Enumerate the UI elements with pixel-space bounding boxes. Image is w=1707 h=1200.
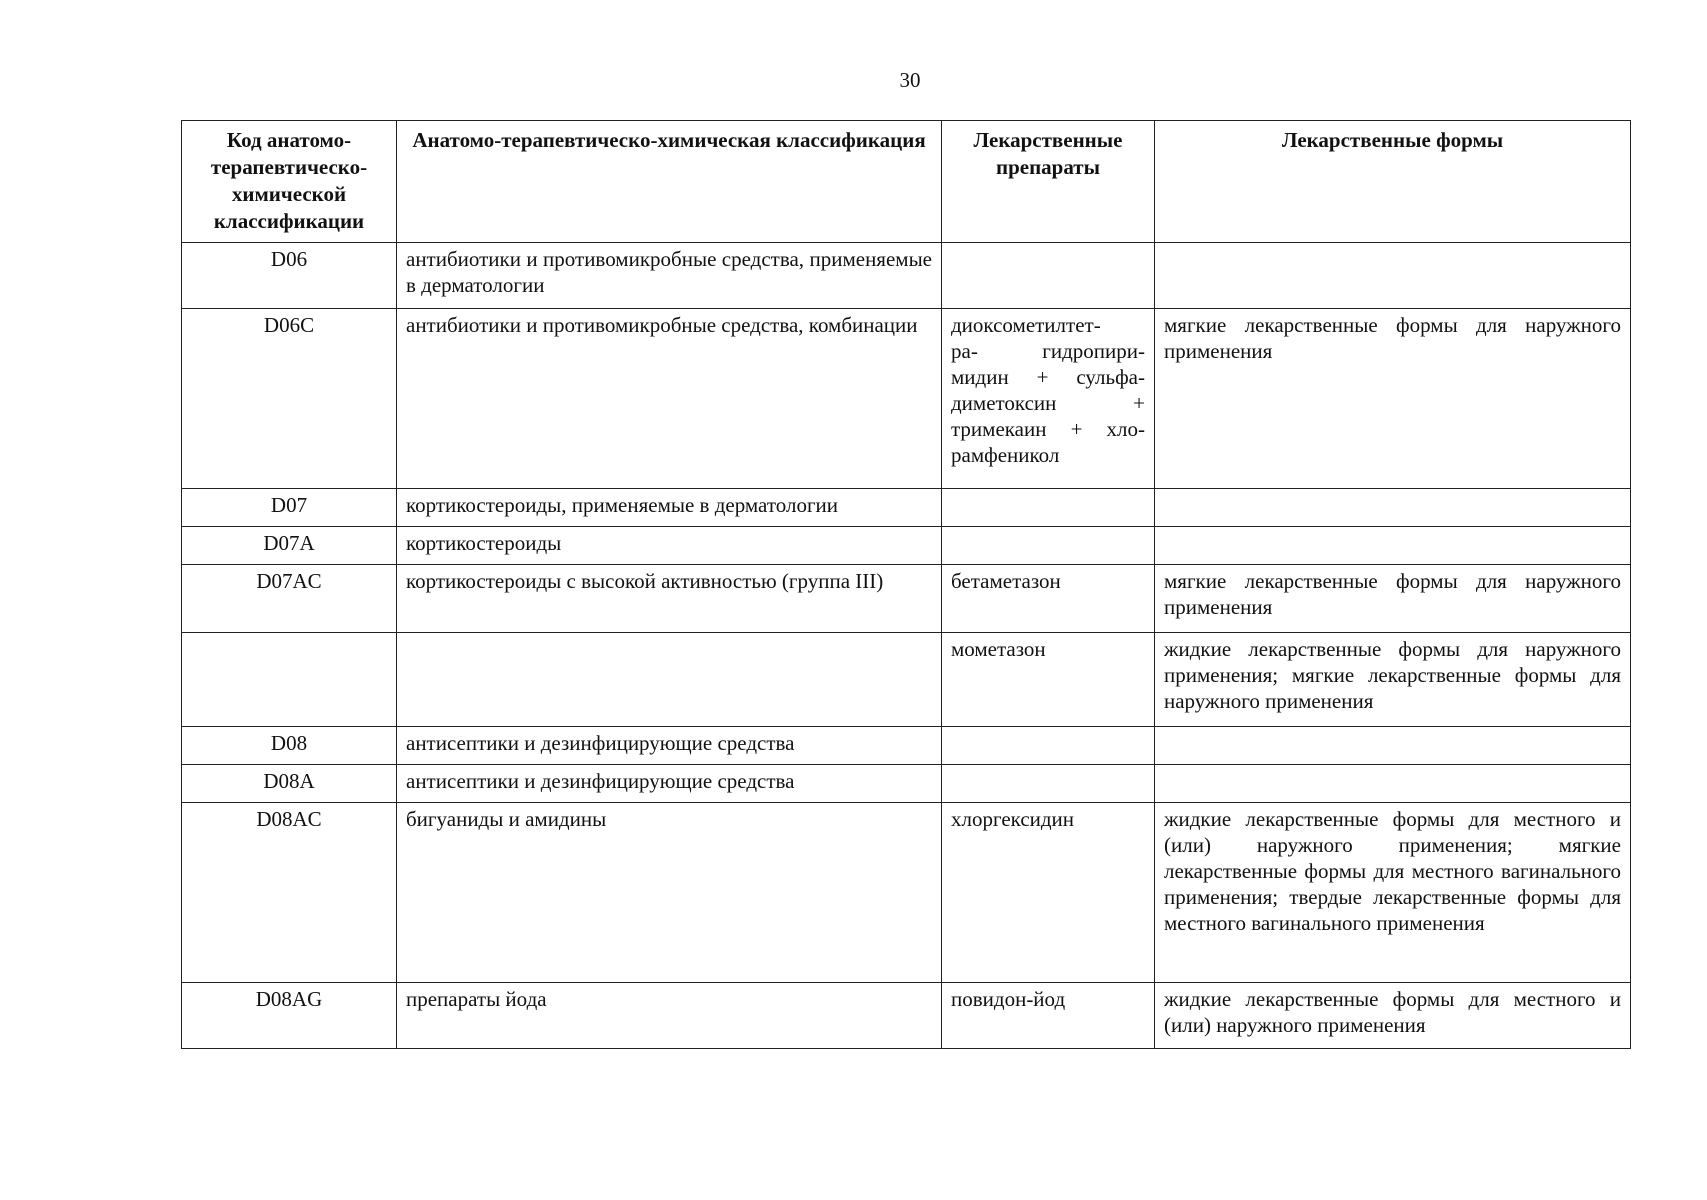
cell-form — [1155, 765, 1631, 803]
cell-classification: антибиотики и противомикробные средства, применяемые в дерматологии — [397, 243, 942, 309]
cell-drug: повидон-йод — [942, 983, 1155, 1049]
cell-code: D08A — [182, 765, 397, 803]
cell-code: D06C — [182, 309, 397, 489]
header-code: Код анатомо-терапевтическо-химической классификации — [182, 121, 397, 243]
drug-line: рамфеникол — [951, 443, 1060, 467]
cell-code: D07 — [182, 489, 397, 527]
cell-drug: хлоргексидин — [942, 803, 1155, 983]
cell-drug — [942, 727, 1155, 765]
cell-code — [182, 633, 397, 727]
cell-form — [1155, 489, 1631, 527]
drug-line: тримекаин + хло- — [951, 417, 1145, 441]
drug-line: ра- гидропири- — [951, 339, 1145, 363]
drug-line: диметоксин + — [951, 391, 1145, 415]
cell-form — [1155, 527, 1631, 565]
cell-drug — [942, 765, 1155, 803]
cell-classification: кортикостероиды с высокой активностью (группа III) — [397, 565, 942, 633]
cell-drug: бетаметазон — [942, 565, 1155, 633]
cell-form: жидкие лекарственные формы для наружного применения; мягкие лекарственные формы для наружного применения — [1155, 633, 1631, 727]
cell-form: мягкие лекарственные формы для наружного применения — [1155, 565, 1631, 633]
drug-line: мидин + сульфа- — [951, 365, 1145, 389]
cell-classification: препараты йода — [397, 983, 942, 1049]
table-row — [182, 527, 1631, 565]
cell-drug: мометазон — [942, 633, 1155, 727]
cell-classification: кортикостероиды, применяемые в дерматологии — [397, 489, 942, 527]
cell-code: D08AC — [182, 803, 397, 983]
table-row — [182, 309, 1631, 489]
table-row — [182, 803, 1631, 983]
header-row — [182, 121, 1631, 243]
table-row — [182, 727, 1631, 765]
cell-form — [1155, 243, 1631, 309]
table-row — [182, 565, 1631, 633]
cell-classification: антибиотики и противомикробные средства, комбинации — [397, 309, 942, 489]
cell-code: D07AC — [182, 565, 397, 633]
atc-table — [181, 120, 1631, 1049]
cell-code: D08AG — [182, 983, 397, 1049]
cell-classification: антисептики и дезинфицирующие средства — [397, 727, 942, 765]
cell-classification: антисептики и дезинфицирующие средства — [397, 765, 942, 803]
table-row — [182, 489, 1631, 527]
cell-drug — [942, 309, 1155, 489]
cell-drug — [942, 489, 1155, 527]
header-forms: Лекарственные формы — [1155, 121, 1631, 243]
page-number: 30 — [899, 68, 921, 92]
cell-classification: бигуаниды и амидины — [397, 803, 942, 983]
cell-code: D08 — [182, 727, 397, 765]
cell-classification — [397, 633, 942, 727]
cell-code: D07A — [182, 527, 397, 565]
cell-form: жидкие лекарственные формы для местного и (или) наружного применения; мягкие лекарственные формы для местного вагинального применения; твердые лекарственные формы для местного вагинального применения — [1155, 803, 1631, 983]
cell-form: мягкие лекарственные формы для наружного применения — [1155, 309, 1631, 489]
table-row — [182, 983, 1631, 1049]
cell-code: D06 — [182, 243, 397, 309]
cell-drug — [942, 243, 1155, 309]
header-classification: Анатомо-терапевтическо-химическая классификация — [397, 121, 942, 243]
cell-drug — [942, 527, 1155, 565]
drug-line: диоксометилтет- — [951, 313, 1101, 337]
cell-form — [1155, 727, 1631, 765]
table-row — [182, 633, 1631, 727]
table-body — [182, 243, 1631, 1049]
table-header — [182, 121, 1631, 243]
table-row — [182, 243, 1631, 309]
table-row — [182, 765, 1631, 803]
header-drugs: Лекарственные препараты — [942, 121, 1155, 243]
cell-classification: кортикостероиды — [397, 527, 942, 565]
cell-form: жидкие лекарственные формы для местного и (или) наружного применения — [1155, 983, 1631, 1049]
